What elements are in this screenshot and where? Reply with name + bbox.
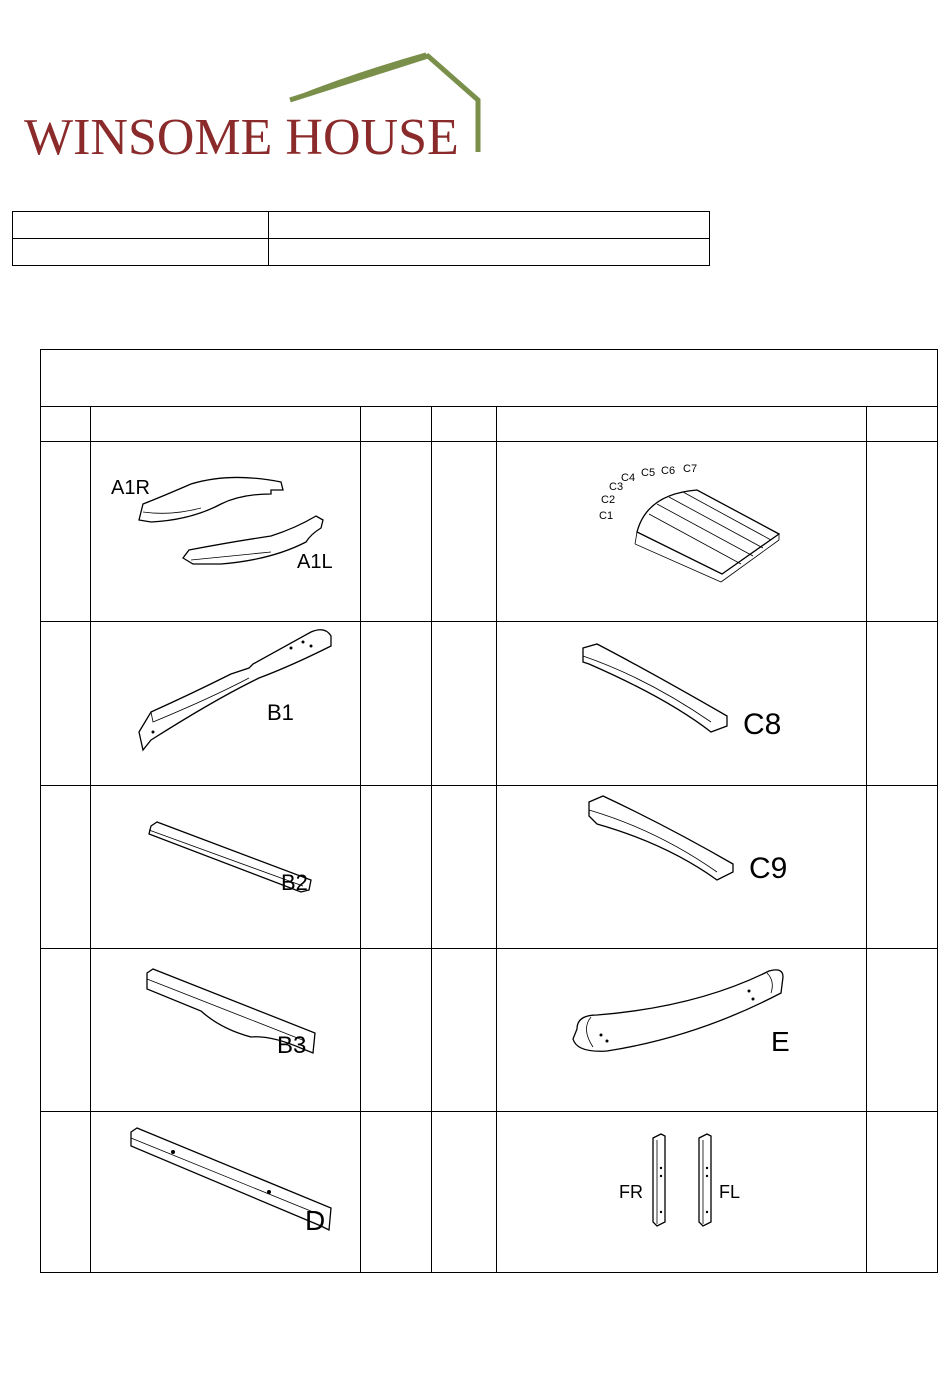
part-label: FL xyxy=(719,1182,741,1202)
leg-posts-icon xyxy=(497,1112,866,1273)
curved-brace-icon xyxy=(497,622,866,785)
part-label: C4 xyxy=(621,472,636,484)
part-label: C8 xyxy=(743,708,782,741)
part-label: C5 xyxy=(641,467,656,479)
part-cell xyxy=(91,442,360,621)
brand-logo xyxy=(20,48,490,166)
part-label: B1 xyxy=(267,700,294,725)
part-label: B2 xyxy=(281,870,308,895)
column-divider xyxy=(360,406,361,1272)
info-table xyxy=(12,211,710,266)
shaped-rail-icon xyxy=(91,949,360,1111)
arm-rests-icon xyxy=(91,442,360,621)
info-value-cell xyxy=(269,212,710,239)
brand-name: WINSOME HOUSE xyxy=(24,109,459,166)
flat-board-icon xyxy=(91,786,360,948)
part-label: C1 xyxy=(599,510,614,522)
part-label: E xyxy=(771,1026,790,1057)
straight-beam-icon xyxy=(91,1112,360,1273)
column-divider xyxy=(431,406,432,1272)
part-label: A1L xyxy=(297,551,333,573)
back-slats-icon xyxy=(497,442,866,621)
info-row xyxy=(13,212,710,239)
column-divider xyxy=(866,406,867,1272)
curved-brace-icon xyxy=(497,786,866,948)
rocker-icon xyxy=(497,949,866,1111)
part-label: B3 xyxy=(277,1032,307,1059)
info-label-cell xyxy=(13,212,269,239)
parts-table-title-row xyxy=(41,350,937,407)
part-cell xyxy=(91,1112,360,1273)
part-cell xyxy=(91,622,360,785)
part-cell xyxy=(497,949,866,1111)
part-cell xyxy=(91,949,360,1111)
part-label: D xyxy=(305,1205,326,1236)
info-label-cell xyxy=(13,239,269,266)
part-label: C7 xyxy=(683,463,698,475)
part-cell xyxy=(91,786,360,948)
part-cell xyxy=(497,786,866,948)
part-label: C2 xyxy=(601,494,616,506)
part-label: FR xyxy=(619,1182,643,1202)
part-cell xyxy=(497,442,866,621)
part-label: C9 xyxy=(749,852,788,885)
part-label: C3 xyxy=(609,481,624,493)
side-rail-icon xyxy=(91,622,360,785)
info-row xyxy=(13,239,710,266)
parts-table xyxy=(40,349,938,1273)
part-cell xyxy=(497,622,866,785)
part-cell xyxy=(497,1112,866,1273)
part-label: C6 xyxy=(661,465,676,477)
info-value-cell xyxy=(269,239,710,266)
part-label: A1R xyxy=(111,477,150,499)
